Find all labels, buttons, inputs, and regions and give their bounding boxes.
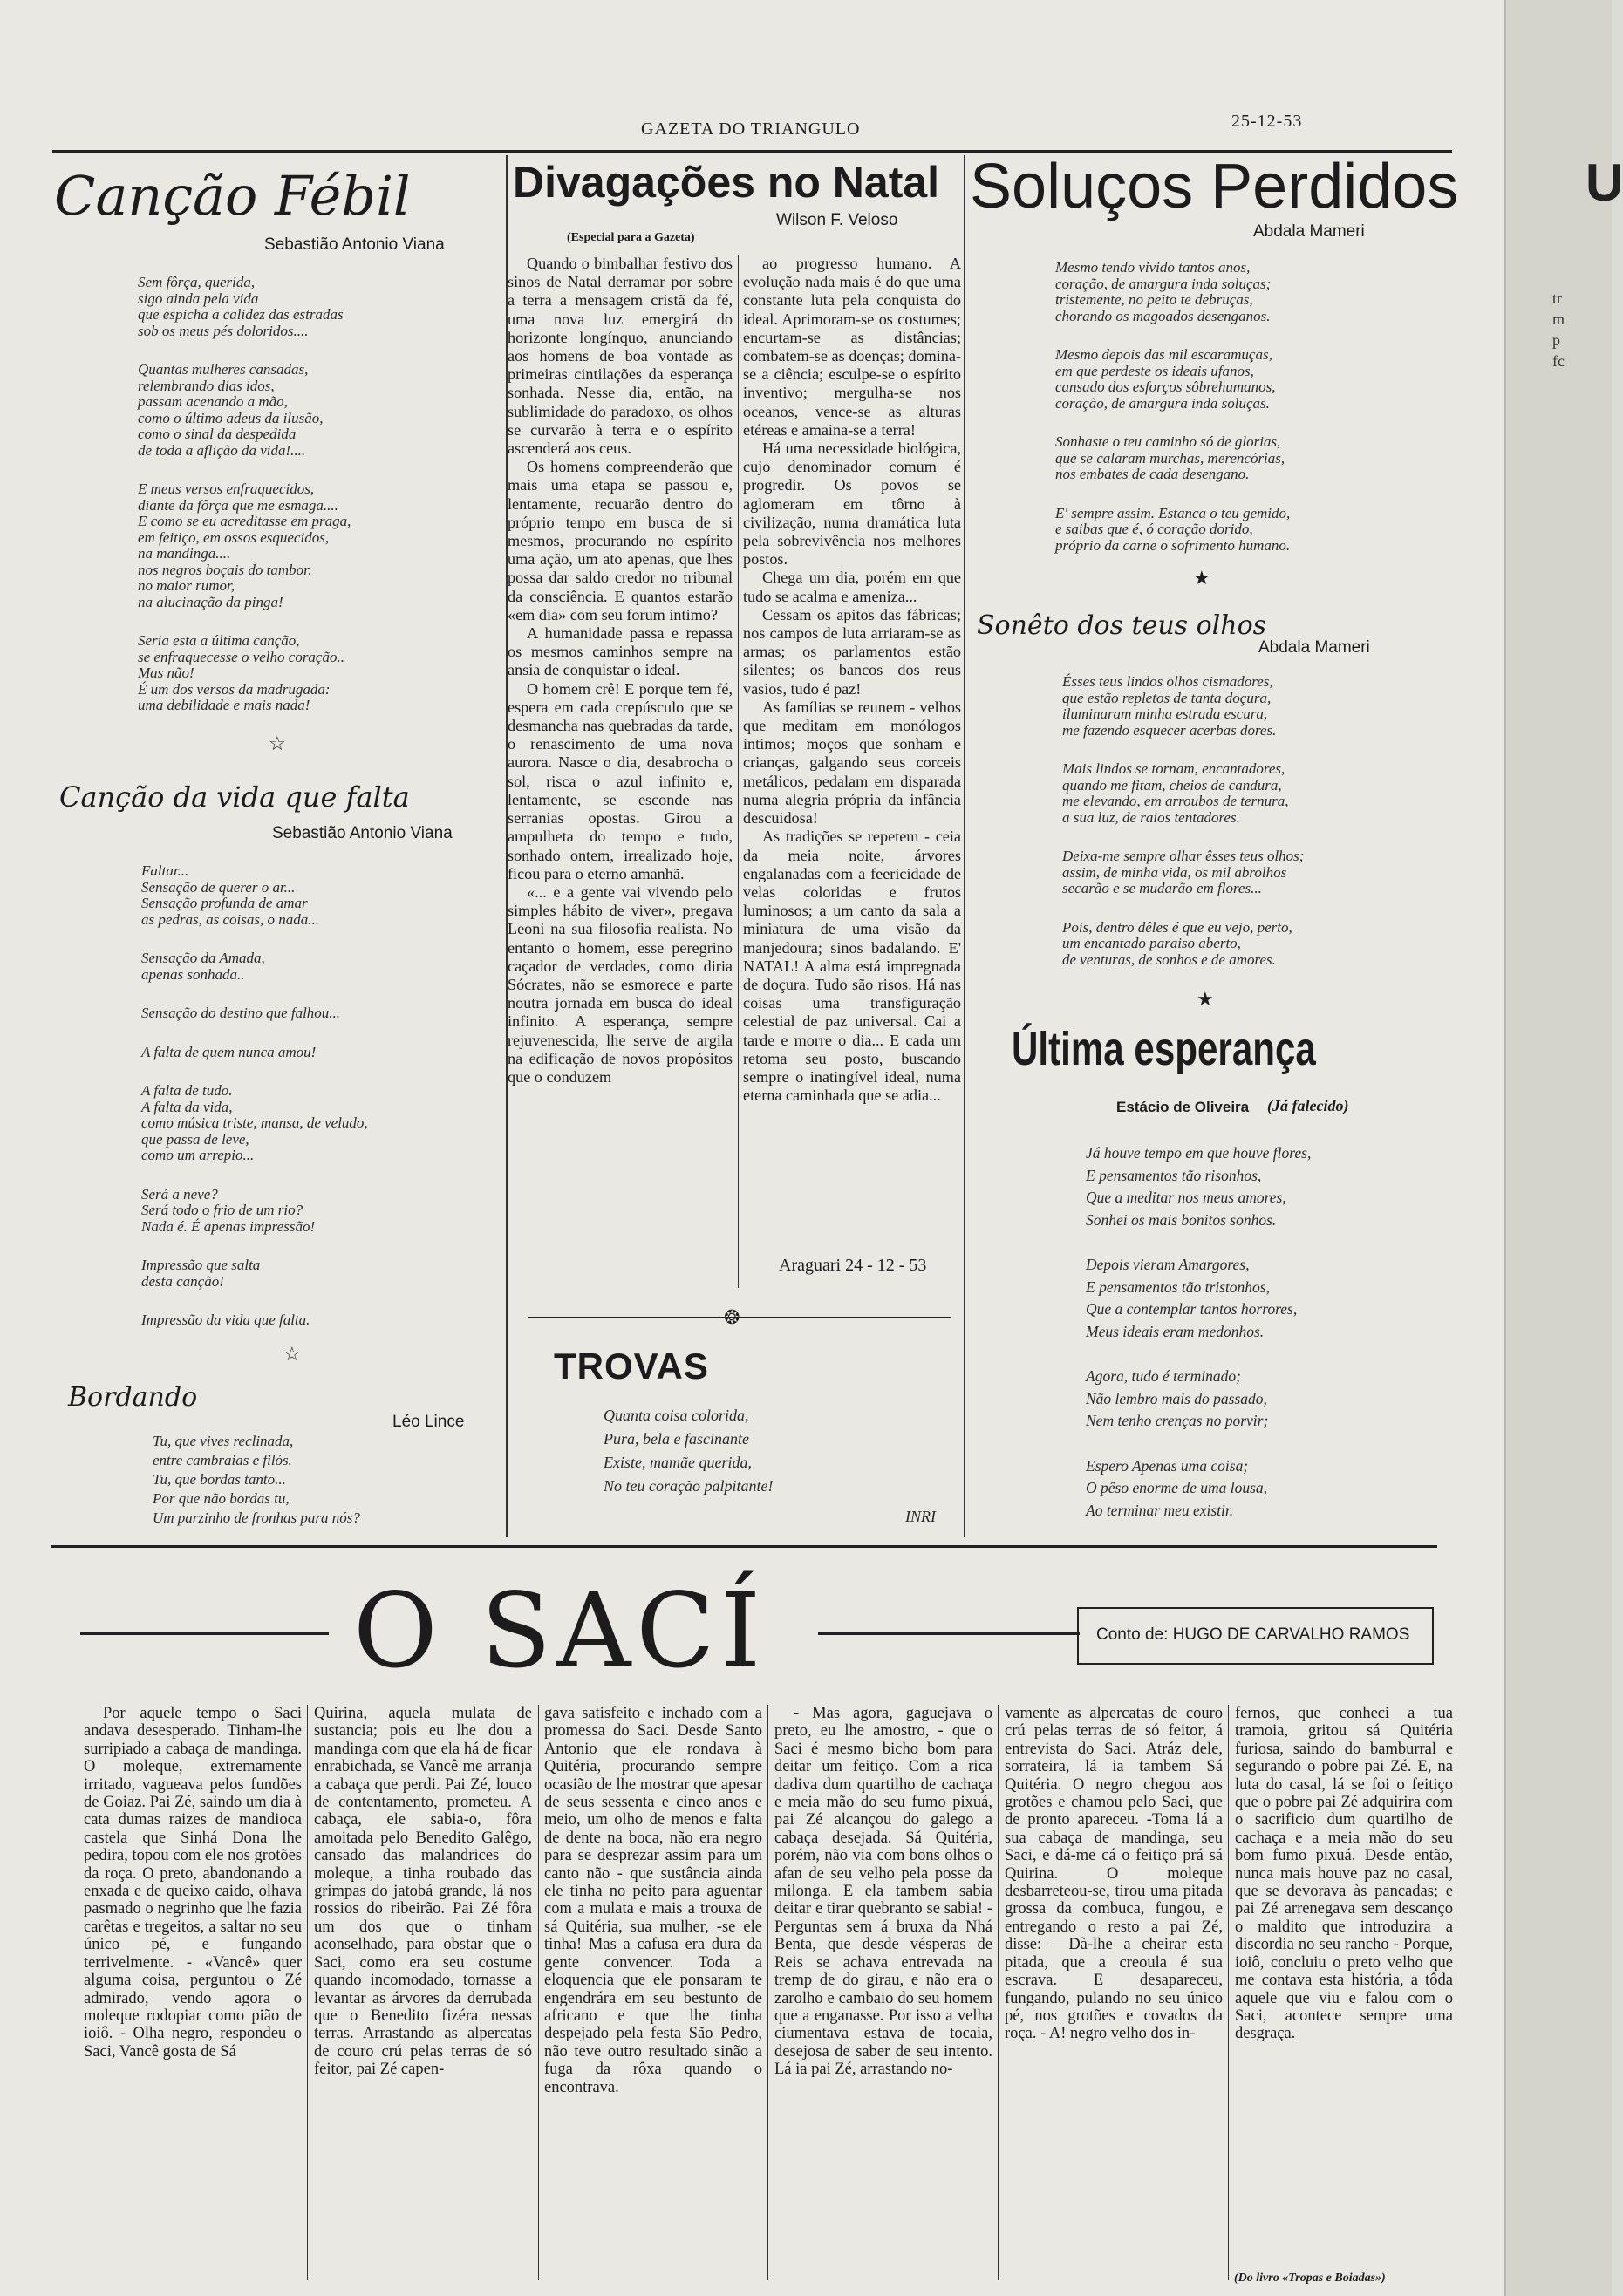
author-credit-box xyxy=(1077,1607,1434,1665)
story-divider xyxy=(307,1705,308,2280)
poem-title-ultima-esperanca: Última esperança xyxy=(1012,1023,1316,1075)
story-column-4: - Mas agora, gaguejava o preto, eu lhe amostro, - que o Saci é mesmo bicho bom para deitar um feitiço. Com a rica dadiva dum quartilho de cachaça e meia mão do seu fumo pixuá, pai Zé alcançou do galego a cabaça desejada. Sá Quitéria, porém, não via com bons olhos o afan de seu velho pela posse da milonga. E ela tambem sabia deitar e tirar quebranto se sabia! -Perguntas sem á bruxa da Nhá Benta, que desde vésperas de Reis se achava entrevada na tremp de do girau, e não era o zarolho e cambaio do seu homem que a enganasse. Por isso a velha ciumentava estava de tocaia, desejosa de saber de seu intento. Lá ia pai Zé, arrastando no- xyxy=(774,1705,992,2079)
story-divider xyxy=(998,1705,999,2280)
poem-body-solucos-perdidos: Mesmo tendo vivido tantos anos, coração, de amargura inda soluças; tristemente, no peito te debruças, chorando os magoados desenganos. Mesmo depois das mil escaramuças, em que perdeste os ideais ufanos, cansado dos esforços sôbrehumanos, coração, de amargura inda soluças. Sonhaste o teu caminho só de glorias, que se calaram murchas, merencórias, nos embates de cada desengano. E' sempre assim. Estanca o teu gemido, e saibas que é, ó coração dorido, próprio da carne o sofrimento humano. xyxy=(1055,259,1291,554)
star-ornament: ★ xyxy=(1197,988,1214,1010)
story-source: (Do livro «Tropas e Boiadas») xyxy=(1234,2272,1386,2285)
story-column-1: Por aquele tempo o Saci andava desesperado. Tinham-lhe surripiado a cabaça de mandinga. O moleque, extremamente irritado, vagueava pelos fundões de Goiaz. Pai Zé, saindo um dia à cata dumas raizes de mandioca castela que Sinhá Dona lhe pedira, topou com ele nos grotões da roça. O preto, abandonando a enxada e de queixo caido, olhava pasmado o negrinho que lhe fazia carêtas e tregeitos, a saltar no seu único pé, e fungando terrivelmente. - «Vancê» quer alguma coisa, perguntou o Zé admirado, vendo agora o moleque rodopiar como pião de ioiô. - Olha negro, respondeu o Saci, Vancê gosta de Sá xyxy=(84,1705,302,2061)
story-column-2: Quirina, aquela mulata de sustancia; pois eu lhe dou a mandinga com que ela há de ficar enrabichada, se Vancê me arranja a cabaça que perdi. Pai Zé, louco de contentamento, prometeu. A cabaça, ele sabia-o, fôra amoitada pelo Benedito Galêgo, cansado das malandrices do moleque, a tinha roubado das grimpas do jatobá grande, lá nos rossios do ribeirão. Pai Zé fôra um dos que o tinham aconselhado, para obstar que o Saci, como era seu costume quando incomodado, tornasse a levantar as árvores da derrubada que o Benedito fizéra nessas terras. Arrastando as alpercatas de couro crú pelas terras de só feitor, pai Zé capen- xyxy=(314,1705,532,2079)
article-signoff: Araguari 24 - 12 - 53 xyxy=(779,1256,927,1275)
story-column-3: gava satisfeito e inchado com a promessa do Saci. Desde Santo Antonio que ele rondava à Quitéria, procurando sempre ocasião de lhe mostrar que apesar de seus sessenta e cinco anos e meio, um olho de menos e falta de dente na boca, não era negro para se desprezar assim para um canto não - que sustância ainda ele tinha no peito para aguentar com a mulata e mais a trouxa de sá Quitéria, sua mulher, -se ele tinha! Mas a cafusa era dura da gente convencer. Toda a eloquencia que ele ponsaram te engendrára em seu bestunto de africano e que lhe tinha despejado pela festa São Pedro, não teve outro resultado sinão a fuga da rôxa quando o encontrava. xyxy=(544,1705,762,2096)
story-column-5: vamente as alpercatas de couro crú pelas terras de só feitor, á entrevista do Saci. Atráz dele, sorrateira, lá ia tambem Sá Quitéria. O negro chegou aos grotões e chamou pelo Saci, que de pronto apareceu. -Toma lá a sua cabaça de mandinga, seu Saci, e dá-me cá o feitiço prá sá Quirina. O moleque desbarreteou-se, tirou uma pitada grossa da combuca, fungou, e entregando o resto a pai Zé, disse: —Dà-lhe a cheirar esta pitada, que a creoula é sua escrava. E desapareceu, fungando, pulando no seu único pé, nos grotões e covados da roça. - A! negro velho dos in- xyxy=(1005,1705,1223,2043)
article-column-left: Quando o bimbalhar festivo dos sinos de Natal derramar por sobre a terra a mensagem cristã da fé, uma nova luz emergirá do horizonte longínquo, anunciando aos homens de boa vontade as primeiras cintilações da esperança sonhada. Nesse dia, então, na sublimidade do paradoxo, os olhos se curvarão à terra e o espírito ascenderá aos ceus. Os homens compreenderão que mais uma etapa se passou e, lentamente, recuarão dentro do próprio tempo em busca de si mesmos, procurando no espírito uma ação, um ato apenas, que lhes possa dar saldo credor no tribunal da consciência. E quantos estarão «em dia» com seu forum intimo? A humanidade passa e repassa os mesmos caminhos sempre na ansia de conquistar o ideal. O homem crê! E porque tem fé, espera em cada crepúsculo que se desmancha nas quebradas da tarde, o renascimento de uma nova aurora. Nasce o dia, desabrocha o sol, risca o azul infinito e, lentamente, se esconde nas serranias opostas. Girou a ampulheta do tempo e tudo, sonhado ontem, irrealizado hoje, ficou para o eterno amanhã. «... e a gente vai vivendo pelo simples hábito de viver», pregava Leoni na sua filosofia realista. No entanto o homem, esse peregrino caçador de verdades, como diria Sócrates, não se esmorece e parte noutra jornada em busca do ideal infinito. A esperança, sempre rejuvenescida, lhe serve de argila na edificação de novos propósitos que o conduzem xyxy=(508,255,733,1086)
article-title-divagacoes: Divagações no Natal xyxy=(513,158,940,207)
adjacent-page-letter: U xyxy=(1585,153,1623,212)
article-subtitle: (Especial para a Gazeta) xyxy=(567,231,695,244)
trovas-body: Quanta coisa colorida, Pura, bela e fascinante Existe, mamãe querida, No teu coração palpitante! xyxy=(604,1407,774,1495)
section-rule xyxy=(51,1545,1437,1548)
article-author: Wilson F. Veloso xyxy=(776,211,898,229)
poem-author-note: (Já falecido) xyxy=(1267,1097,1349,1114)
poem-author: Sebastião Antonio Viana xyxy=(264,235,445,254)
poem-body-cancao-da-vida: Faltar... Sensação de querer o ar... Sensação profunda de amar as pedras, as coisas, o nada... Sensação da Amada, apenas sonhada.. Sensação do destino que falhou... A falta de quem nunca amou! A falta de tudo. A falta da vida, como música triste, mansa, de veludo, que passa de leve, como um arrepio... Será a neve? Será todo o frio de um rio? Nada é. É apenas impressão! Impressão que salta desta canção! Impressão da vida que falta. xyxy=(141,862,368,1328)
star-ornament: ☆ xyxy=(283,1343,301,1365)
poem-body-soneto: Ésses teus lindos olhos cismadores, que estão repletos de tanta doçura, iluminaram minha estrada escura, me fazendo esquecer acerbas dores. Mais lindos se tornam, encantadores, quando me fitam, cheios de candura, me elevando, em arroubos de ternura, a sua luz, de raios tentadores. Deixa-me sempre olhar êsses teus olhos; assim, de minha vida, os mil abrolhos secarão e se mudarão em flores... Pois, dentro dêles é que eu vejo, perto, um encantado paraiso aberto, de venturas, de sonhos e de amores. xyxy=(1062,673,1305,968)
poem-author: Léo Lince xyxy=(392,1413,465,1431)
poem-body-cancao-febil: Sem fôrça, querida, sigo ainda pela vida que espicha a calidez das estradas sob os meus pés doloridos.... Quantas mulheres cansadas, relembrando dias idos, passam acenando a mão, como o último adeus da ilusão, como o sinal da despedida de toda a aflição da vida!.... E meus versos enfraquecidos, diante da fôrça que me esmaga.... E como se eu acreditasse em praga, em feitiço, em ossos esquecidos, na mandinga.... nos negros boçais do tambor, no maior rumor, na alucinação da pinga! Seria esta a última canção, se enfraquecesse o velho coração.. Mas não! É um dos versos da madrugada: uma debilidade e mais nada! xyxy=(138,274,351,713)
poem-author: Abdala Mameri xyxy=(1258,638,1370,657)
credit-label: Conto de: xyxy=(1096,1625,1169,1644)
story-divider xyxy=(538,1705,539,2280)
poem-body-ultima-esperanca: Já houve tempo em que houve flores, E pensamentos tão risonhos, Que a meditar nos meus amores, Sonhei os mais bonitos sonhos. Depois vieram Amargores, E pensamentos tão tristonhos, Que a contemplar tantos horrores, Meus ideais eram medonhos. Agora, tudo é terminado; Não lembro mais do passado, Nem tenho crenças no porvir; Espero Apenas uma coisa; O pêso enorme de uma lousa, Ao terminar meu existir. xyxy=(1086,1144,1312,1519)
story-column-6: fernos, que conheci a tua tramoia, gritou sá Quitéria furiosa, saindo do bamburral e segurando o pobre pai Zé. E, na luta do casal, lá se foi o feitiço que o pobre pai Zé adquirira com o sacrificio dum quartilho de cachaça e a meia mão do seu bom fumo pixuá. Desde então, nunca mais houve paz no casal, que se devorava às pancadas; e pai Zé arrenegava sem descanço o maldito que introduzira a discordia no seu rancho - Porque, ioiô, concluiu o preto velho que me contava esta história, a tôda aquele que viu e falou com o Saci, acontece sempre uma desgraça. xyxy=(1235,1705,1453,2043)
poem-author: Abdala Mameri xyxy=(1253,222,1365,241)
poem-author: Estácio de Oliveira xyxy=(1116,1099,1250,1115)
poem-title-cancao-febil: Canção Fébil xyxy=(54,164,411,228)
article-inner-divider xyxy=(738,255,739,1288)
article-column-right: ao progresso humano. A evolução nada mais é do que uma constante luta pela conquista do ideal. Aprimoram-se os costumes; encurtam-se as distâncias; combatem-se as doenças; domina-se a ciência; esculpe-se o espírito inventivo; mergulha-se nos oceanos, vence-se as alturas etéreas e amaina-se a terra! Há uma necessidade biológica, cujo denominador comum é progredir. Os povos se aglomeram em tôrno à civilização, numa dramática luta pela sobrevivência nos melhores postos. Chega um dia, porém em que tudo se acalma e ameniza... Cessam os apitos das fábricas; nos campos de luta arriaram-se as armas; os parlamentos estão silentes; os bancos dos reus vasios, tudo é paz! As famílias se reunem - velhos que meditam em monólogos intimos; moços que sonham e crianças, galgando seus corceis metálicos, pedalam em disparada numa alegria própria da infância descuidosa! As tradições se repetem - ceia da meia noite, árvores engalanadas com a feericidade de velas coloridas e frutos luminosos; a um canto da sala a miniatura de uma visão da manjedoura; sinos badalando. E' NATAL! A alma está impregnada de doçura. Tudo são risos. Há nas coisas uma transfiguração celestial de paz universal. Cai a tarde e morre o dia... E cada um retoma seu posto, buscando sempre o inatingível ideal, numa eterna caminhada que se adia... xyxy=(743,255,961,1105)
trovas-title: TROVAS xyxy=(554,1346,709,1386)
issue-date: 25-12-53 xyxy=(1231,112,1303,131)
column-divider-2 xyxy=(964,155,965,1537)
poem-body-bordando: Tu, que vives reclinada, entre cambraias e filós. Tu, que bordas tanto... Por que não bordas tu, Um parzinho de fronhas para nós? xyxy=(153,1433,360,1526)
title-rule-right xyxy=(818,1632,1080,1635)
star-ornament: ☆ xyxy=(269,732,286,754)
poem-title-cancao-da-vida: Canção da vida que falta xyxy=(59,780,410,814)
credit-name: HUGO DE CARVALHO RAMOS xyxy=(1172,1625,1410,1644)
story-divider xyxy=(1228,1705,1229,2280)
title-rule-left xyxy=(80,1632,329,1635)
trovas-signature: INRI xyxy=(905,1508,936,1525)
poem-title-bordando: Bordando xyxy=(68,1382,198,1413)
masthead: GAZETA DO TRIANGULO xyxy=(641,119,861,139)
ornament-glyph: ❂ xyxy=(724,1306,740,1328)
star-ornament: ★ xyxy=(1193,567,1210,589)
adjacent-page-fragment: tr m p fc xyxy=(1552,290,1565,370)
poem-title-solucos-perdidos: Soluços Perdidos xyxy=(970,152,1459,221)
poem-author: Sebastião Antonio Viana xyxy=(272,824,453,842)
story-divider xyxy=(767,1705,768,2280)
poem-title-soneto: Sonêto dos teus olhos xyxy=(977,610,1267,641)
story-title: O SACÍ xyxy=(353,1570,767,1691)
